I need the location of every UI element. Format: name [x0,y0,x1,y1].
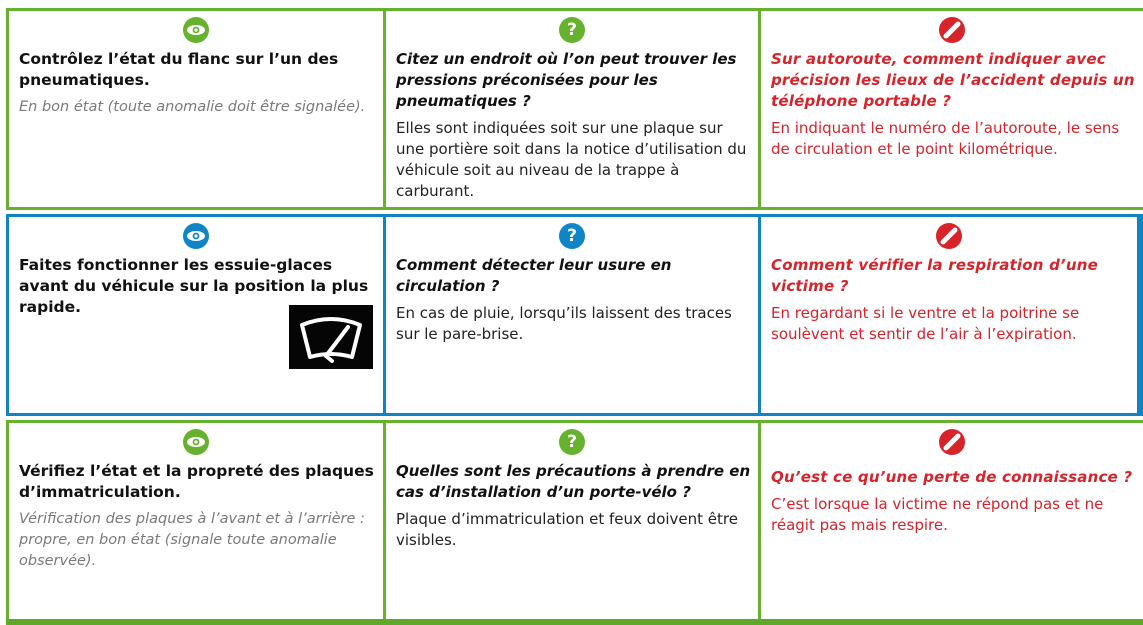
windshield-wiper-icon [289,305,373,369]
bottom-border [6,619,1143,625]
first-aid-cell [758,217,1137,413]
related-question-cell [383,11,758,207]
related-question: Citez un endroit où l’on peut trouver les pressions préconisées pour les pneumatiques ? [396,50,737,110]
check-question: Faites fonctionner les essuie-glaces avant du véhicule sur la position la plus rapide. [19,256,369,316]
first-aid-question: Comment vérifier la respiration d’une victime ? [771,256,1099,295]
question-icon: ? [559,17,585,43]
first-aid-cell [758,11,1143,207]
check-question: Contrôlez l’état du flanc sur l’un des pneumatiques. [19,50,339,89]
check-question: Vérifiez l’état et la propreté des plaques d’immatriculation. [19,462,374,501]
check-answer: Vérification des plaques à l’avant et à l’arrière : propre, en bon état (signale toute anomalie observée). [19,511,365,569]
related-answer: Elles sont indiquées soit sur une plaque sur une portière soit dans la notice d’utilisation du véhicule soit au niveau de la trappe à carburant. [396,119,747,200]
eye-icon [183,17,209,43]
related-question: Quelles sont les précautions à prendre en cas d’installation d’un porte-vélo ? [396,462,751,501]
card-row-2 [6,214,1143,416]
no-entry-icon [939,429,965,455]
related-answer: En cas de pluie, lorsqu’ils laissent des traces sur le pare-brise. [396,304,732,343]
related-question: Comment détecter leur usure en circulation ? [396,256,672,295]
first-aid-answer: En indiquant le numéro de l’autoroute, le sens de circulation et le point kilométrique. [771,119,1120,158]
related-question-cell [383,423,758,620]
check-cell [9,423,383,620]
no-entry-icon [939,17,965,43]
question-icon: ? [559,223,585,249]
first-aid-question: Sur autoroute, comment indiquer avec précision les lieux de l’accident depuis un téléphone portable ? [771,50,1135,110]
no-entry-icon [936,223,962,249]
card-row-1 [6,8,1143,210]
eye-icon [183,223,209,249]
related-answer: Plaque d’immatriculation et feux doivent être visibles. [396,510,738,549]
first-aid-question: Qu’est ce qu’une perte de connaissance ? [771,468,1133,486]
related-question-cell [383,217,758,413]
first-aid-answer: En regardant si le ventre et la poitrine se soulèvent et sentir de l’air à l’expiration. [771,304,1080,343]
card-row-3 [6,420,1143,620]
check-cell [9,11,383,207]
eye-icon [183,429,209,455]
first-aid-answer: C’est lorsque la victime ne répond pas et ne réagit pas mais respire. [771,495,1104,534]
first-aid-cell [758,423,1143,620]
check-answer: En bon état (toute anomalie doit être signalée). [19,99,366,115]
question-icon: ? [559,429,585,455]
check-cell [9,217,383,413]
